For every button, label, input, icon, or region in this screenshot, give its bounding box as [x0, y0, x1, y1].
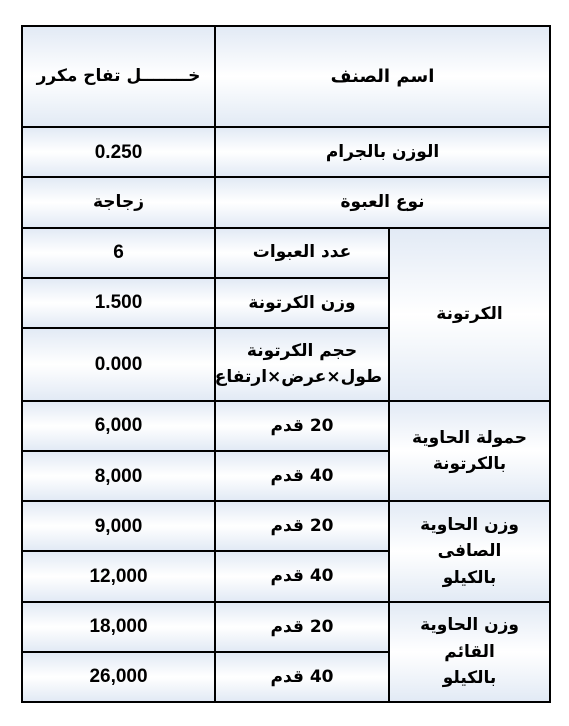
gross-weight-label-line1: وزن الحاوية القائم [420, 615, 519, 662]
carton-units-value: 6 [22, 228, 215, 278]
net-20ft-label: 20 قدم [215, 501, 389, 551]
row-load-20ft [22, 401, 550, 451]
net-weight-group-label [389, 501, 550, 601]
row-item-name [22, 26, 550, 127]
gross-40ft-value: 26,000 [22, 652, 215, 702]
package-type-value: زجاجة [22, 177, 215, 227]
container-load-group-label [389, 401, 550, 501]
row-net-20ft [22, 501, 550, 551]
item-name-value: خــــــــل تفاح مكرر [22, 26, 215, 127]
carton-weight-value: 1.500 [22, 278, 215, 328]
carton-volume-label-line1: حجم الكرتونة [246, 341, 358, 362]
container-load-label-line1: حمولة الحاوية [411, 427, 528, 448]
carton-volume-value: 0.000 [22, 328, 215, 401]
carton-weight-label: وزن الكرتونة [215, 278, 389, 328]
gross-weight-label-line2: بالكيلو [442, 667, 497, 688]
load-40ft-value: 8,000 [22, 451, 215, 501]
load-40ft-label: 40 قدم [215, 451, 389, 501]
load-20ft-value: 6,000 [22, 401, 215, 451]
weight-label: الوزن بالجرام [215, 127, 550, 177]
package-type-label: نوع العبوة [215, 177, 550, 227]
carton-volume-label [215, 328, 389, 401]
gross-weight-group-label [389, 602, 550, 702]
row-gross-20ft [22, 602, 550, 652]
net-weight-label-line1: وزن الحاوية الصافى [420, 514, 519, 562]
load-20ft-label: 20 قدم [215, 401, 389, 451]
net-weight-label-line2: بالكيلو [442, 567, 497, 588]
carton-volume-label-line2: طول×عرض×ارتفاع [214, 367, 382, 388]
gross-20ft-label: 20 قدم [215, 602, 389, 652]
product-spec-table [21, 25, 551, 703]
row-carton-units [22, 228, 550, 278]
carton-group-label: الكرتونة [389, 228, 550, 401]
gross-40ft-label: 40 قدم [215, 652, 389, 702]
row-package-type [22, 177, 550, 227]
net-40ft-value: 12,000 [22, 551, 215, 601]
container-load-label-line2: بالكرتونة [432, 454, 507, 475]
carton-units-label: عدد العبوات [215, 228, 389, 278]
net-20ft-value: 9,000 [22, 501, 215, 551]
product-spec-sheet [21, 25, 549, 703]
row-weight [22, 127, 550, 177]
gross-20ft-value: 18,000 [22, 602, 215, 652]
item-name-label: اسم الصنف [215, 26, 550, 127]
weight-value: 0.250 [22, 127, 215, 177]
net-40ft-label: 40 قدم [215, 551, 389, 601]
